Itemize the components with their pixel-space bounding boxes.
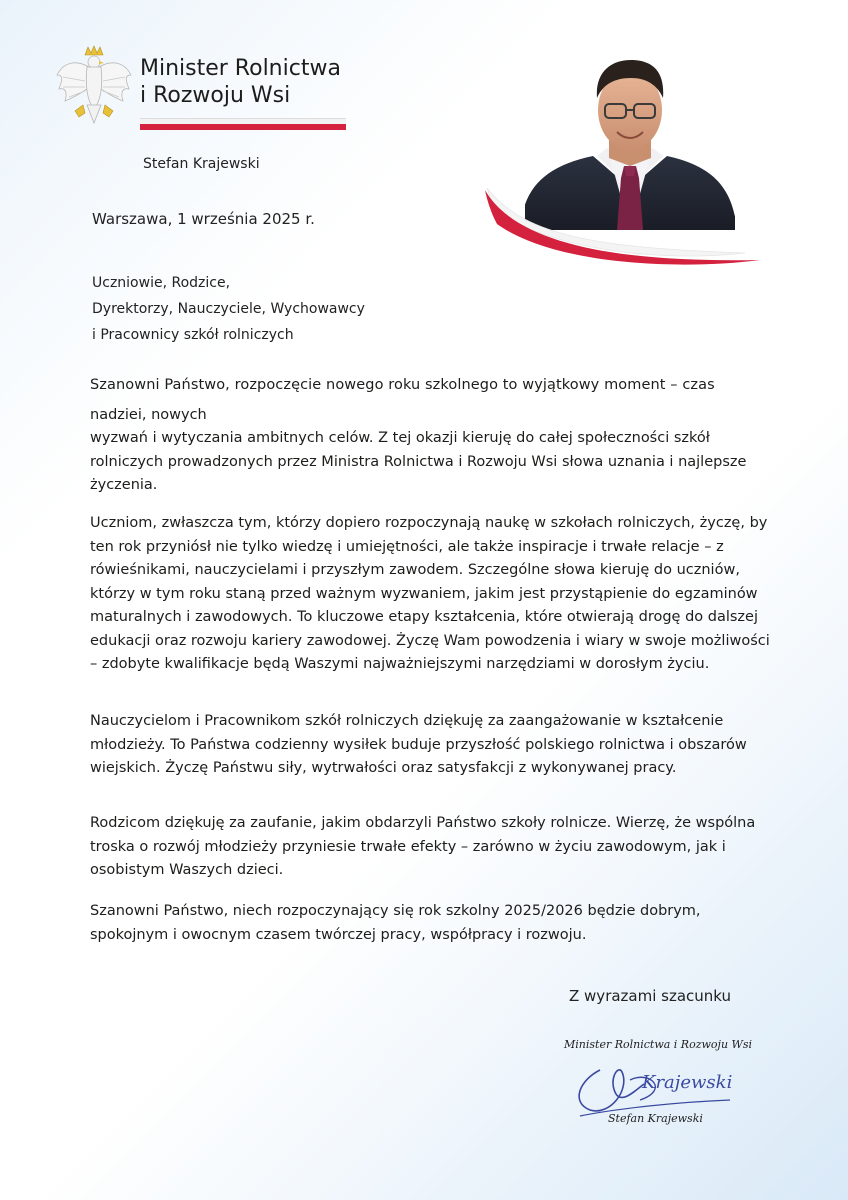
ministry-name-line1: Minister Rolnictwa (140, 56, 341, 81)
paragraph-2: Uczniom, zwłaszcza tym, którzy dopiero rozpoczynają naukę w szkołach rolniczych, życzę, by ten rok przyniósł nie tylko wiedzę i umiejętności, ale także inspiracje i trwałe relacje – z rówieśnikami, nauczycielami i przyszłym zawodem. Szczególne słowa kieruję do uczniów, którzy w tym roku staną przed ważnym wyzwaniem, jakim jest przystąpienie do egzaminów maturalnych i zawodowych. To kluczowe etapy kształcenia, które otwierają drogę do dalszej edukacji oraz rozwoju kariery zawodowej. Życzę Wam powodzenia i wiary w swoje możliwości – zdobyte kwalifikacje będą Waszymi najważniejszymi narzędziami w dorosłym życiu. (90, 515, 770, 672)
paragraph-1-line-1: Szanowni Państwo, rozpoczęcie nowego roku szkolnego to wyjątkowy moment – czas (90, 377, 715, 393)
closing-phrase: Z wyrazami szacunku (569, 987, 732, 1005)
addressee-line-1: Uczniowie, Rodzice, (92, 275, 231, 291)
minister-portrait (485, 38, 775, 273)
addressee-line-2: Dyrektorzy, Nauczyciele, Wychowawcy (92, 301, 365, 317)
flag-divider (140, 118, 346, 130)
signature-title: Minister Rolnictwa i Rozwoju Wsi (564, 1038, 753, 1051)
paragraph-1-line-2: nadziei, nowych (90, 406, 207, 423)
paragraph-3: Nauczycielom i Pracownikom szkół rolniczych dziękuję za zaangażowanie w kształcenie młodzieży. To Państwa codzienny wysiłek buduje przyszłość polskiego rolnictwa i obszarów wiejskich. Życzę Państwu siły, wytrwałości oraz satysfakcji z wykonywanej pracy. (90, 713, 747, 776)
handwritten-signature-text: Krajewski (642, 1072, 733, 1093)
eagle-emblem-icon (55, 45, 133, 130)
signature-block (560, 1030, 770, 1140)
paragraph-5: Szanowni Państwo, niech rozpoczynający się rok szkolny 2025/2026 będzie dobrym, spokojnym i owocnym czasem twórczej pracy, współpracy i rozwoju. (90, 903, 701, 943)
letter-date: Warszawa, 1 września 2025 r. (92, 210, 315, 228)
ministry-name-line2: i Rozwoju Wsi (140, 83, 291, 108)
minister-name: Stefan Krajewski (143, 156, 260, 172)
paragraph-4: Rodzicom dziękuję za zaufanie, jakim obdarzyli Państwo szkoły rolnicze. Wierzę, że wspólna troska o rozwój młodzieży przyniesie trwałe efekty – zarówno w życiu zawodowym, jak i osobistym Waszych dzieci. (90, 815, 756, 878)
signature-name: Stefan Krajewski (608, 1112, 703, 1125)
ministry-name (140, 55, 341, 109)
addressee-line-3: i Pracownicy szkół rolniczych (92, 327, 294, 343)
addressees (92, 270, 365, 348)
paragraph-1 (90, 374, 770, 498)
paragraph-1-rest: wyzwań i wytyczania ambitnych celów. Z tej okazji kieruję do całej społeczności szkół rolniczych prowadzonych przez Ministra Rolnictwa i Rozwoju Wsi słowa uznania i najlepsze życzenia. (90, 430, 747, 493)
